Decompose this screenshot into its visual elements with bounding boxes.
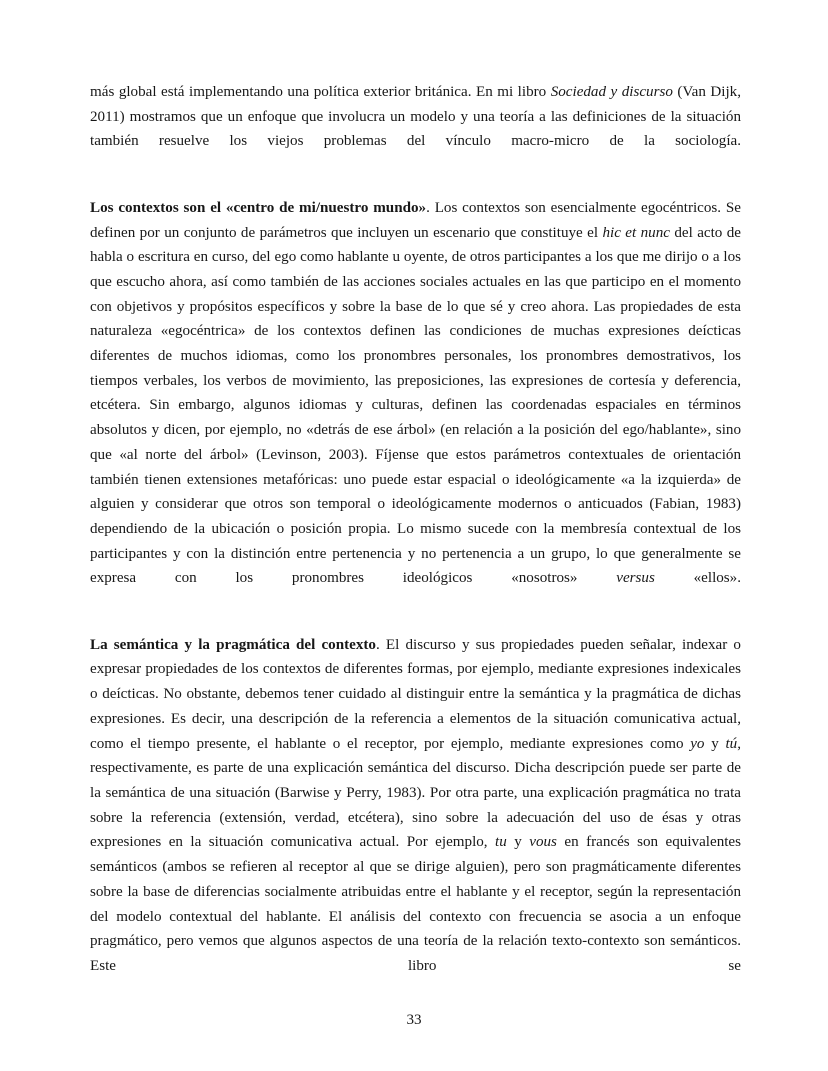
body-text: y [704,735,726,752]
body-text: (Van Dijk, 2011) mostramos que un enfoque que involucra un modelo y una teoría a las definiciones de la situación también resuelve los viejos problemas del vínculo macro-micro de la sociología. [90,84,742,150]
body-text: . Los contextos son esencialmente egocéntricos. Se definen por un conjunto de parámetros que incluyen un escenario que constituye el [90,199,741,241]
page-number: 33 [406,1012,422,1028]
body-text: del acto de habla o escritura en curso, del ego como hablante u oyente, de otros participantes a los que me dirijo o a los que escucho ahora, así como también de las acciones sociales actuales en las que participo en el momento con objetivos y propósitos específicos y sobre la base de lo que sé y creo ahora. Las propiedades de esta naturaleza «egocéntrica» de los contextos definen las condiciones de muchas expresiones deícticas diferentes de muchos idiomas, como los pronombres personales, los pronombres demostrativos, los tiempos verbales, los verbos de movimiento, las preposiciones, las expresiones de cortesía y deferencia, etcétera. Sin embargo, algunos idiomas y culturas, definen las coordenadas espaciales en términos absolutos y dicen, por ejemplo, no «detrás de ese árbol» (en relación a la posición del ego/hablante», sino que «al norte del árbol» (Levinson, 2003). Fíjense que estos parámetros contextuales de orientación también tienen extensiones metafóricas: uno puede estar espacial o ideológicamente «a la izquierda» de alguien y considerar que otros son temporal o ideológicamente modernos o anticuados (Fabian, 1983) dependiendo de la ubicación o posición propia. Lo mismo sucede con la membresía contextual de los participantes y con la distinción entre pertenencia y no pertenencia a un grupo, lo que generalmente se expresa con los pronombres ideológicos «nosotros» [90,224,741,587]
body-text: más global está implementando una política exterior británica. En mi libro [90,84,551,100]
emphasis-text: Sociedad y discurso [550,84,673,100]
body-text: . El discurso y sus propiedades pueden señalar, indexar o expresar propiedades de los contextos de diferentes formas, por ejemplo, mediante expresiones indexicales o deícticas. No obstante, debemos tener cuidado al distinguir entre la semántica y la pragmática de dichas expresiones. Es decir, una descripción de la referencia a elementos de la situación comunicativa actual, como el tiempo presente, el hablante o el receptor, por ejemplo, mediante expresiones como [90,636,741,752]
paragraph-runin-heading: Los contextos son el «centro de mi/nuestro mundo» [90,199,427,216]
emphasis-text: hic et nunc [602,224,670,241]
emphasis-text: yo [690,735,705,752]
paragraph [90,633,741,1004]
emphasis-text: vous [529,834,557,851]
paragraph-runin-heading: La semántica y la pragmática del contexto [90,636,376,653]
body-text-block [90,80,741,1003]
body-text: y [506,834,530,851]
paragraph [90,80,741,179]
emphasis-text: tú [725,735,738,752]
body-text: en francés son equivalentes semánticos (ambos se refieren al receptor al que se dirige alguien), pero son pragmáticamente diferentes sobre la base de diferencias socialmente atribuidas entre el hablante y el receptor, según la representación del modelo contextual del hablante. El análisis del contexto con frecuencia se asocia a un enfoque pragmático, pero vemos que algunos aspectos de una teoría de la relación texto-contexto son semánticos. Este libro se [90,834,742,974]
emphasis-text: tu [495,834,507,851]
emphasis-text: versus [616,570,655,587]
paragraph [90,196,741,616]
body-text: , respectivamente, es parte de una explicación semántica del discurso. Dicha descripción puede ser parte de la semántica de una situación (Barwise y Perry, 1983). Por otra parte, una explicación pragmática no trata sobre la referencia (extensión, verdad, etcétera), sino sobre la adecuación del uso de ésas y otras expresiones en la situación comunicativa actual. Por ejemplo, [90,735,742,851]
body-text: «ellos». [654,570,742,587]
